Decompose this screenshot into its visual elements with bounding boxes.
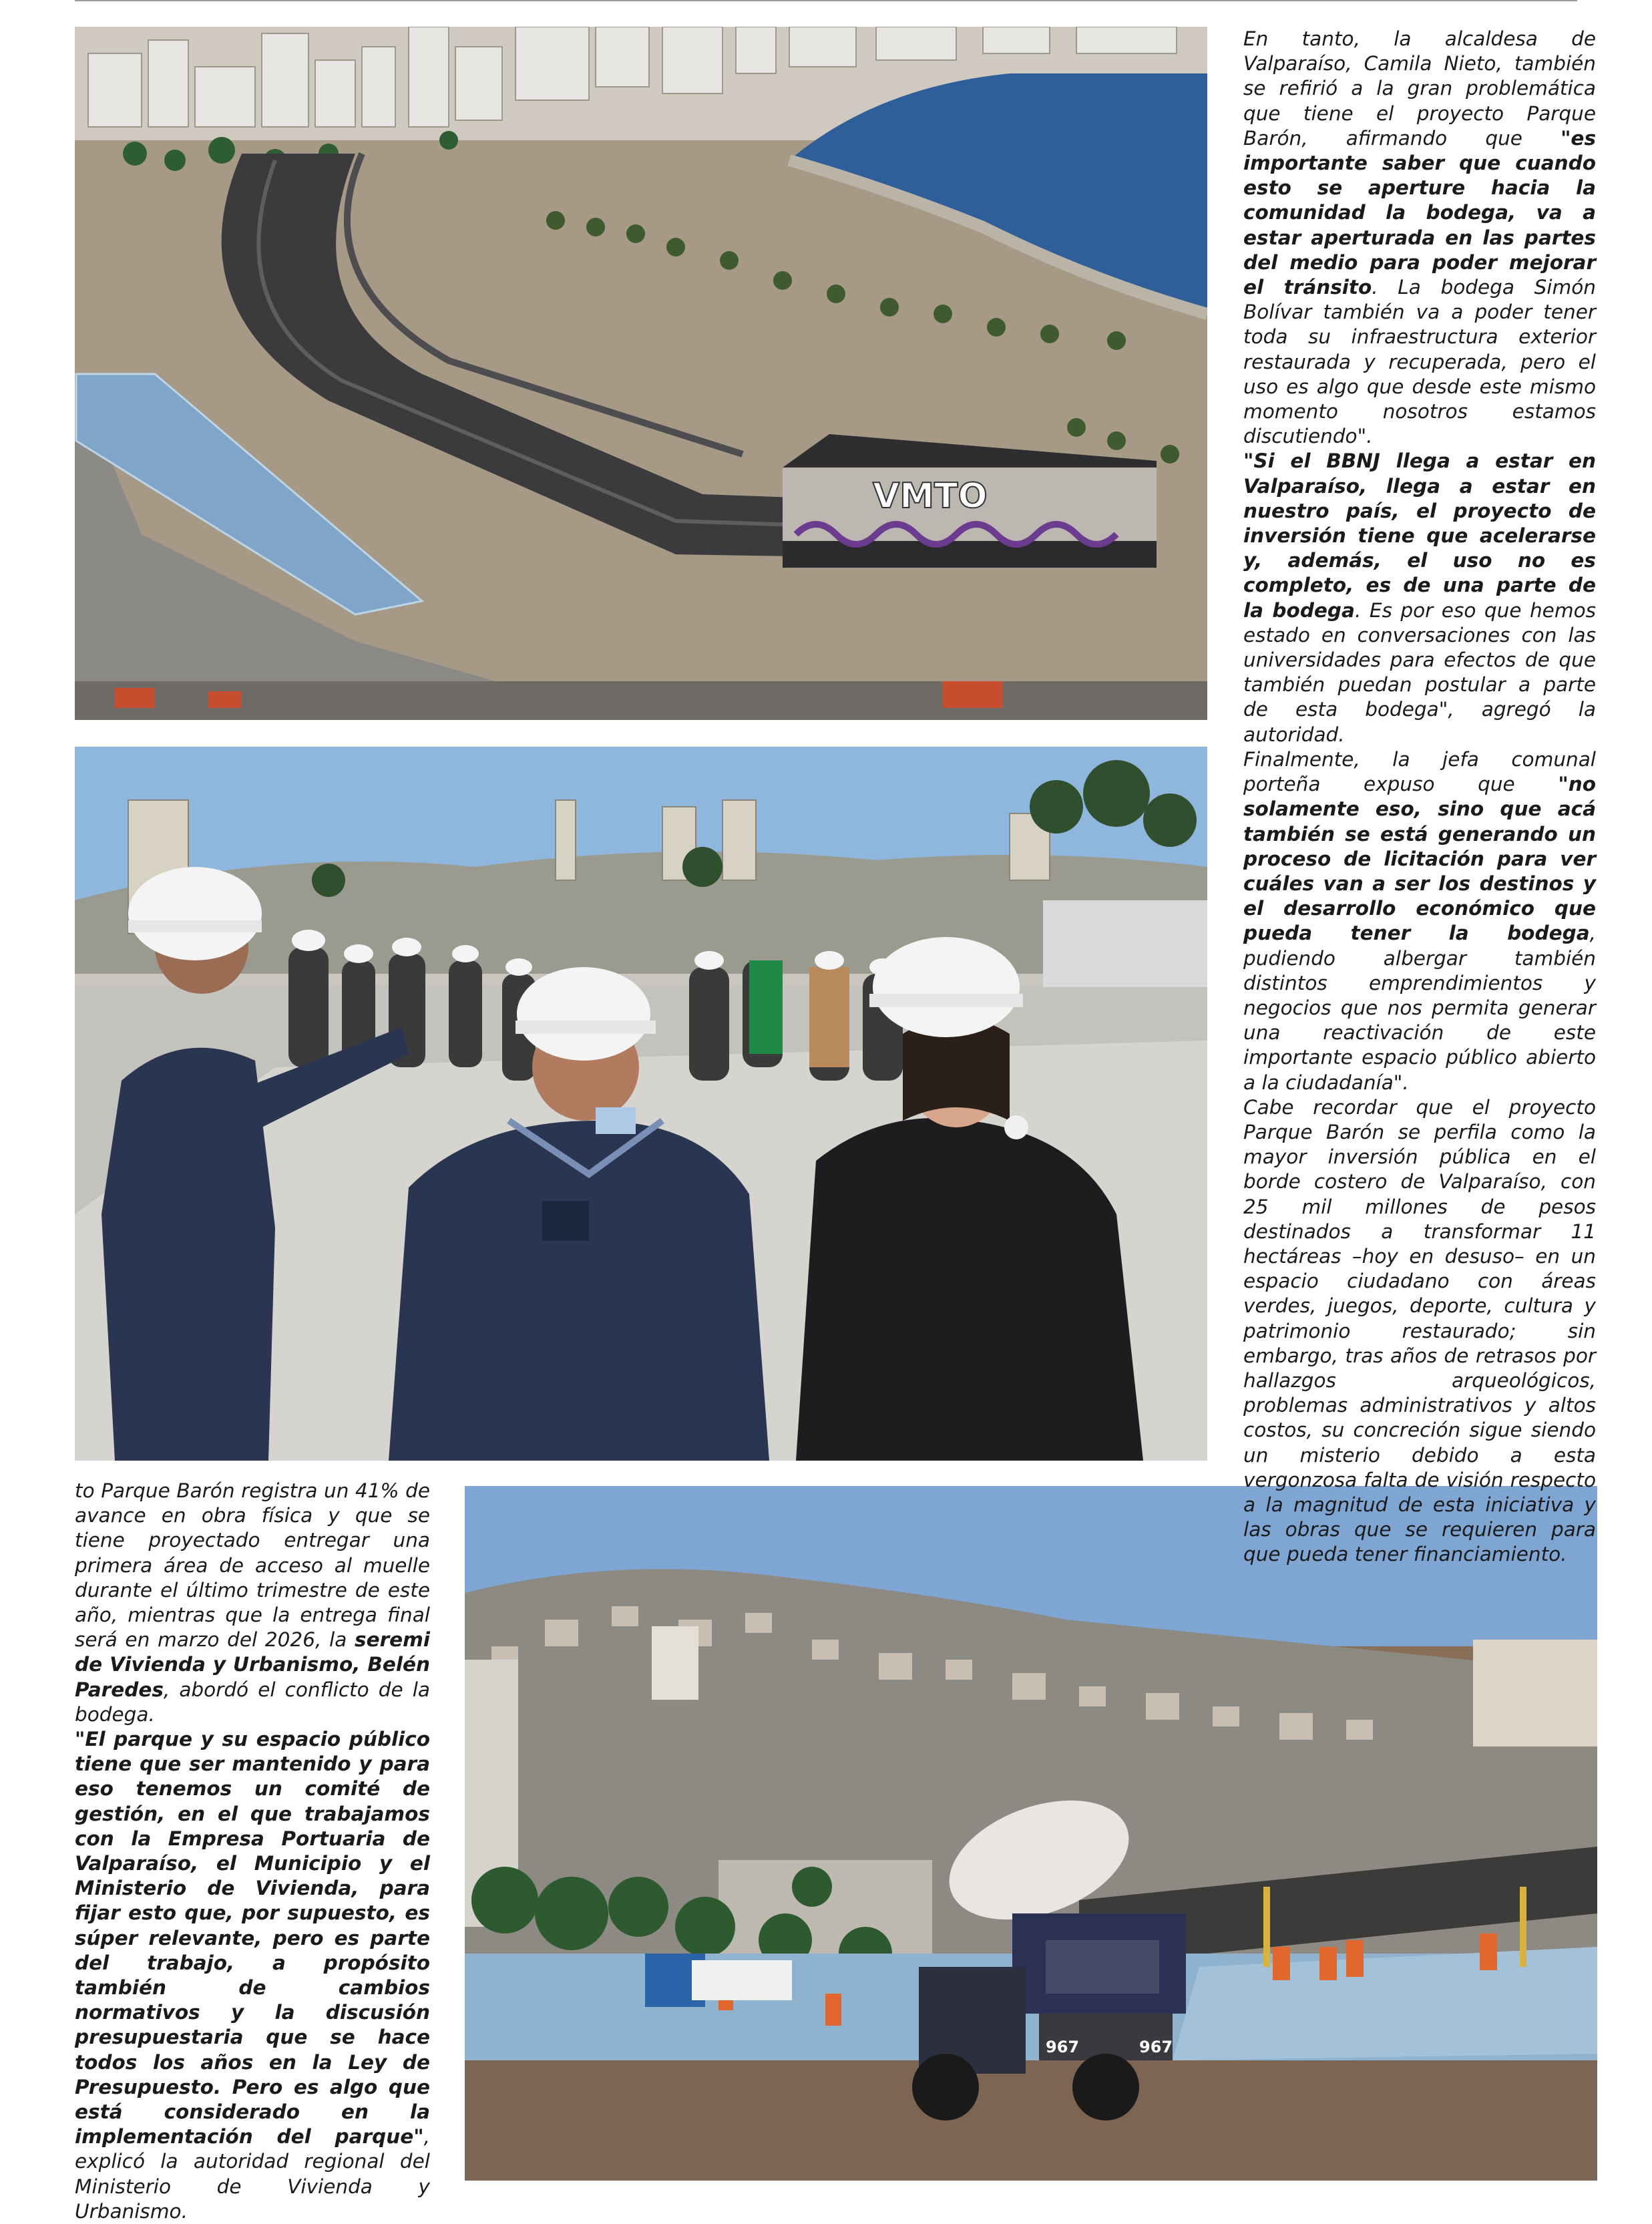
text-run: . La bodega Simón Bolívar también va a poder tener toda su infraestructura exterior restaurada y recuperada, pero el uso es algo que desde este mismo momento nosotros estamos discutiendo".	[1243, 276, 1596, 448]
construction-truck-photo	[465, 1486, 1597, 2181]
paragraph	[75, 1727, 430, 2224]
quote-text: "Si el BBNJ llega a estar en Valparaíso, llega a estar en nuestro país, el proyecto de inversión tiene que acelerarse y, además, el uso no es completo, es de una parte de la bodega	[1243, 449, 1596, 622]
highlighted-name: seremi de Vivienda y Urbanismo, Belén Paredes	[75, 1628, 430, 1701]
text-run: , pudiendo albergar también distintos emprendimientos y negocios que nos permita generar una reactivación de este importante espacio público abierto a la ciudadanía".	[1243, 922, 1596, 1094]
text-run: , explicó la autoridad regional del Ministerio de Vivienda y Urbanismo.	[75, 2125, 430, 2223]
paragraph	[75, 1479, 430, 1727]
text-run: En tanto, la alcaldesa de Valparaíso, Camila Nieto, también se refirió a la gran problemática que tiene el proyecto Parque Barón, afirmando que	[1243, 27, 1596, 150]
officials-walking-photo	[75, 747, 1207, 1461]
paragraph	[1243, 449, 1596, 747]
graffiti-text: VMTO	[873, 476, 988, 516]
paragraph	[1243, 747, 1596, 1095]
quote-text: "no solamente eso, sino que acá también se está generando un proceso de licitación para ver cuáles van a ser los destinos y el desarrollo económico que pueda tener la bodega	[1243, 773, 1596, 945]
quote-text: "es importante saber que cuando esto se aperture hacia la comunidad la bodega, va a estar aperturada en las partes del medio para poder mejorar el tránsito	[1243, 126, 1596, 299]
paragraph	[1243, 27, 1596, 449]
text-run: Finalmente, la jefa comunal porteña expuso que	[1243, 747, 1596, 796]
text-run: . Es por eso que hemos estado en conversaciones con las universidades para efectos de que también puedan postular a parte de esta bodega", agregó la autoridad.	[1243, 598, 1596, 746]
truck-number-left: 967	[1046, 2038, 1080, 2056]
right-text-column	[1243, 27, 1596, 1567]
left-text-column	[75, 1479, 430, 2224]
aerial-warehouse-photo	[75, 27, 1207, 720]
text-run: to Parque Barón registra un 41% de avance en obra física y que se tiene proyectado entregar una primera área de acceso al muelle durante el último trimestre de este año, mientras que la entrega final será en marzo del 2026, la	[75, 1479, 430, 1652]
truck-number-right: 967	[1139, 2038, 1173, 2056]
top-rule	[75, 0, 1577, 1]
quote-text: "El parque y su espacio público tiene que ser mantenido y para eso tenemos un comité de gestión, en el que trabajamos con la Empresa Portuaria de Valparaíso, el Municipio y el Ministerio de Vivienda, para fijar esto que, por supuesto, es súper relevante, pero es parte del trabajo, a propósito también de cambios normativos y la discusión presupuestaria que se hace todos los años en la Ley de Presupuesto. Pero es algo que está considerado en la implementación del parque"	[75, 1728, 430, 2149]
paragraph: Cabe recordar que el proyecto Parque Barón se perfila como la mayor inversión pública en el borde costero de Valparaíso, con 25 mil millones de pesos destinados a transformar 11 hectáreas –hoy en desuso– en un espacio ciudadano con áreas verdes, juegos, deporte, cultura y patrimonio restaurado; sin embargo, tras años de retrasos por hallazgos arqueológicos, problemas administrativos y altos costos, su concreción sigue siendo un misterio debido a esta vergonzosa falta de visión respecto a la magnitud de esta iniciativa y las obras que se requieren para que pueda tener financiamiento.	[1243, 1095, 1596, 1566]
text-run: , abordó el conflicto de la bodega.	[75, 1678, 430, 1726]
